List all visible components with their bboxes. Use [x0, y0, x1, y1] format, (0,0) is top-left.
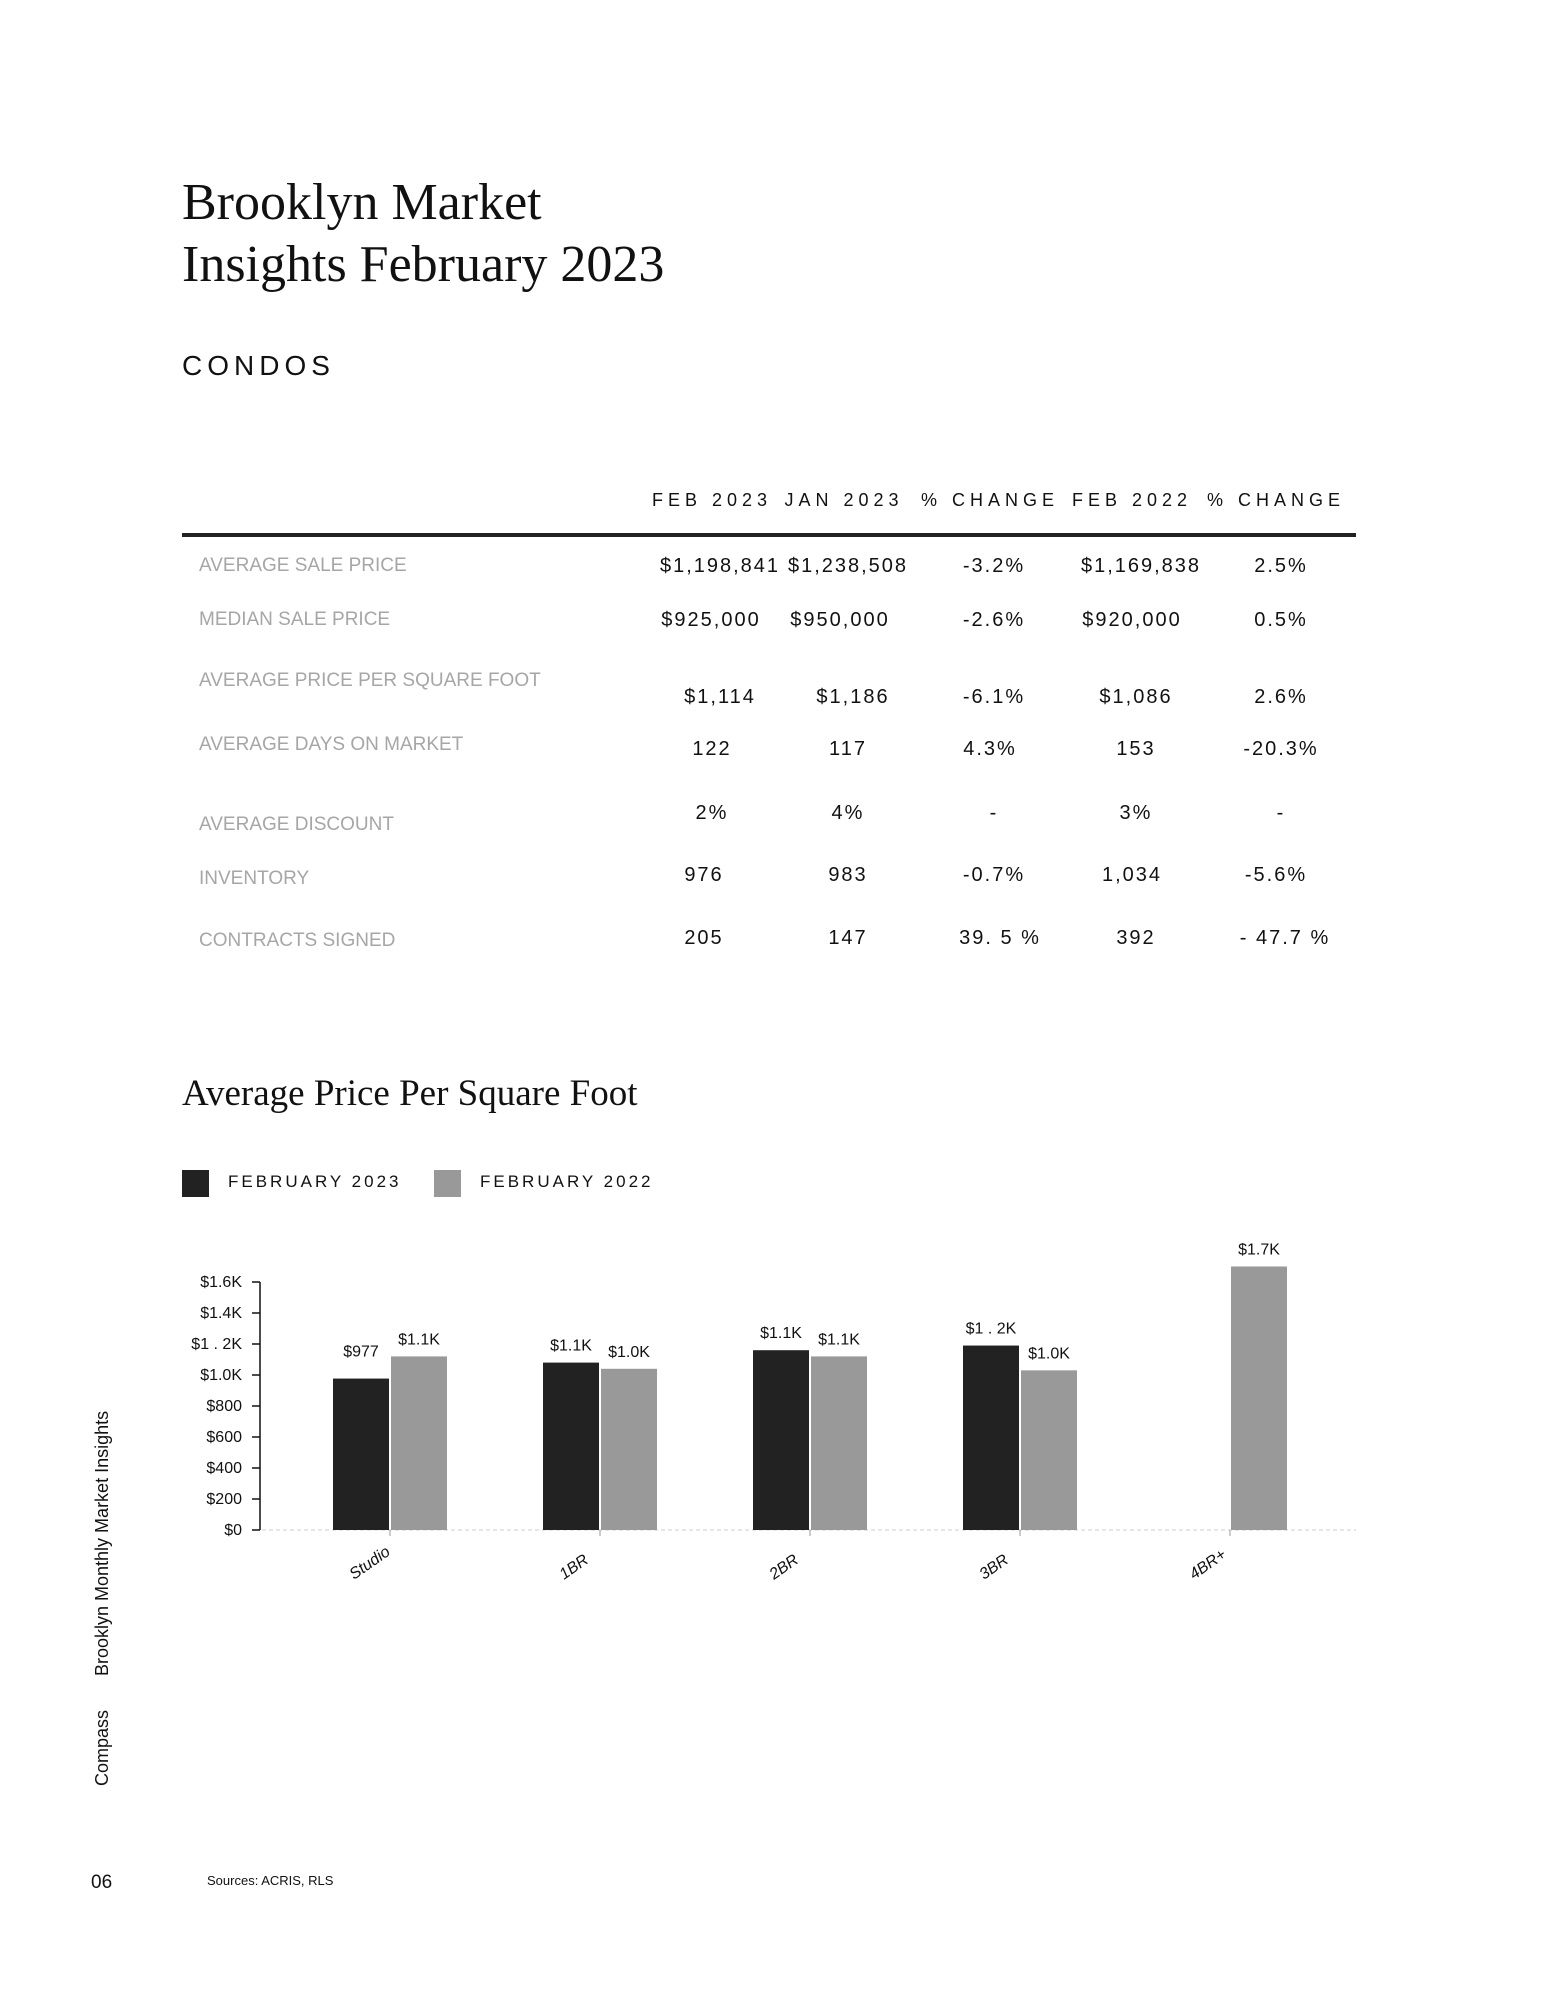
cell-feb-2022: $1,169,838 — [1080, 555, 1202, 577]
bar-value-label: $977 — [343, 1343, 379, 1361]
cell-yoy-change: -5.6% — [1244, 864, 1308, 886]
y-tick-label: $0 — [224, 1522, 242, 1539]
cell-jan-2023: 147 — [828, 927, 868, 949]
bar — [601, 1369, 657, 1530]
cell-feb-2023: $1,114 — [684, 686, 756, 708]
bar-value-label: $1.1K — [760, 1325, 802, 1343]
cell-feb-2023: 205 — [684, 927, 724, 949]
y-tick-label: $1 . 2K — [191, 1336, 242, 1353]
table-row — [0, 734, 1545, 764]
cell-feb-2022: $1,086 — [1099, 686, 1173, 708]
bar — [963, 1346, 1019, 1530]
cell-mom-change: -2.6% — [962, 609, 1026, 631]
bar-value-label: $1.1K — [398, 1331, 440, 1349]
column-header-jan-2023: JAN 2023 — [784, 490, 904, 510]
cell-jan-2023: 983 — [828, 864, 868, 886]
cell-feb-2023: 122 — [692, 738, 732, 760]
price-per-sqft-chart — [0, 1220, 1545, 1620]
cell-jan-2023: 4% — [831, 802, 865, 824]
row-label: AVERAGE DISCOUNT — [199, 814, 394, 835]
bar — [1021, 1370, 1077, 1530]
legend-swatch — [434, 1170, 461, 1197]
column-header-mom-change: % CHANGE — [920, 490, 1060, 510]
row-label: AVERAGE SALE PRICE — [199, 555, 407, 576]
cell-feb-2022: $920,000 — [1082, 609, 1182, 631]
table-row — [0, 927, 1545, 957]
bar-value-label: $1.0K — [608, 1343, 650, 1361]
cell-feb-2022: 153 — [1116, 738, 1156, 760]
y-tick-label: $1.4K — [200, 1305, 242, 1322]
x-tick-label: 2BR — [766, 1551, 802, 1584]
company-name: Compass — [92, 1709, 112, 1786]
cell-feb-2023: 976 — [684, 864, 724, 886]
bar — [391, 1356, 447, 1530]
sources-note: Sources: ACRIS, RLS — [207, 1873, 334, 1888]
table-row — [0, 802, 1545, 835]
bar — [811, 1356, 867, 1530]
page-title-line-1: Brooklyn Market — [182, 174, 542, 231]
cell-feb-2023: $925,000 — [661, 609, 761, 631]
row-label: INVENTORY — [199, 868, 310, 889]
bar-value-label: $1.1K — [550, 1337, 592, 1355]
cell-yoy-change: - 47.7 % — [1239, 927, 1331, 949]
column-header-feb-2023: FEB 2023 — [651, 490, 773, 510]
bar — [1231, 1267, 1287, 1531]
bar-value-label: $1.7K — [1238, 1241, 1280, 1259]
y-tick-label: $600 — [206, 1429, 242, 1446]
x-tick-label: Studio — [346, 1543, 394, 1584]
legend-label: FEBRUARY 2023 — [228, 1172, 402, 1191]
page-title-line-2: Insights February 2023 — [182, 236, 665, 293]
x-tick-label: 3BR — [976, 1551, 1012, 1584]
cell-yoy-change: 2.5% — [1254, 555, 1308, 577]
x-tick-label: 1BR — [556, 1551, 592, 1584]
cell-yoy-change: 0.5% — [1254, 609, 1308, 631]
cell-jan-2023: $950,000 — [790, 609, 890, 631]
section-label: CONDOS — [182, 350, 335, 381]
bar — [753, 1350, 809, 1530]
cell-mom-change: -3.2% — [962, 555, 1026, 577]
y-tick-label: $200 — [206, 1491, 242, 1508]
cell-feb-2022: 3% — [1119, 802, 1153, 824]
column-header-feb-2022: FEB 2022 — [1071, 490, 1193, 510]
legend-label: FEBRUARY 2022 — [480, 1172, 654, 1191]
bar-value-label: $1.0K — [1028, 1345, 1070, 1363]
column-header-yoy-change: % CHANGE — [1206, 490, 1346, 510]
cell-mom-change: - — [989, 802, 999, 824]
chart-title: Average Price Per Square Foot — [182, 1073, 638, 1114]
cell-yoy-change: 2.6% — [1254, 686, 1308, 708]
y-tick-label: $800 — [206, 1398, 242, 1415]
y-tick-label: $1.0K — [200, 1367, 242, 1384]
row-label: AVERAGE PRICE PER SQUARE FOOT — [199, 670, 541, 691]
cell-feb-2023: $1,198,841 — [659, 555, 781, 577]
table-row — [0, 609, 1545, 639]
table-row — [0, 864, 1545, 894]
bar — [543, 1363, 599, 1530]
table-row — [0, 555, 1545, 585]
cell-yoy-change: - — [1276, 802, 1286, 824]
row-label: MEDIAN SALE PRICE — [199, 609, 391, 630]
table-header-rule — [182, 533, 1356, 537]
page-number: 06 — [91, 1872, 113, 1893]
bar-value-label: $1.1K — [818, 1331, 860, 1349]
row-label: AVERAGE DAYS ON MARKET — [199, 734, 464, 755]
y-tick-label: $400 — [206, 1460, 242, 1477]
table-header — [0, 490, 1545, 520]
cell-jan-2023: $1,238,508 — [787, 555, 909, 577]
cell-jan-2023: $1,186 — [816, 686, 890, 708]
cell-mom-change: 39. 5 % — [959, 927, 1041, 949]
bar-value-label: $1 . 2K — [965, 1320, 1017, 1338]
row-label: CONTRACTS SIGNED — [199, 930, 396, 951]
table-row — [0, 670, 1545, 708]
publication-name: Brooklyn Monthly Market Insights — [92, 1410, 112, 1676]
legend-swatch — [182, 1170, 209, 1197]
cell-jan-2023: 117 — [829, 738, 867, 760]
x-tick-label: 4BR+ — [1186, 1546, 1230, 1584]
cell-mom-change: -6.1% — [962, 686, 1026, 708]
bar — [333, 1379, 389, 1530]
cell-feb-2022: 1,034 — [1101, 864, 1163, 886]
y-tick-label: $1.6K — [200, 1274, 242, 1291]
cell-mom-change: 4.3% — [963, 738, 1017, 760]
cell-feb-2023: 2% — [695, 802, 729, 824]
cell-feb-2022: 392 — [1116, 927, 1156, 949]
page-title — [182, 172, 664, 296]
cell-mom-change: -0.7% — [962, 864, 1026, 886]
cell-yoy-change: -20.3% — [1243, 738, 1319, 760]
